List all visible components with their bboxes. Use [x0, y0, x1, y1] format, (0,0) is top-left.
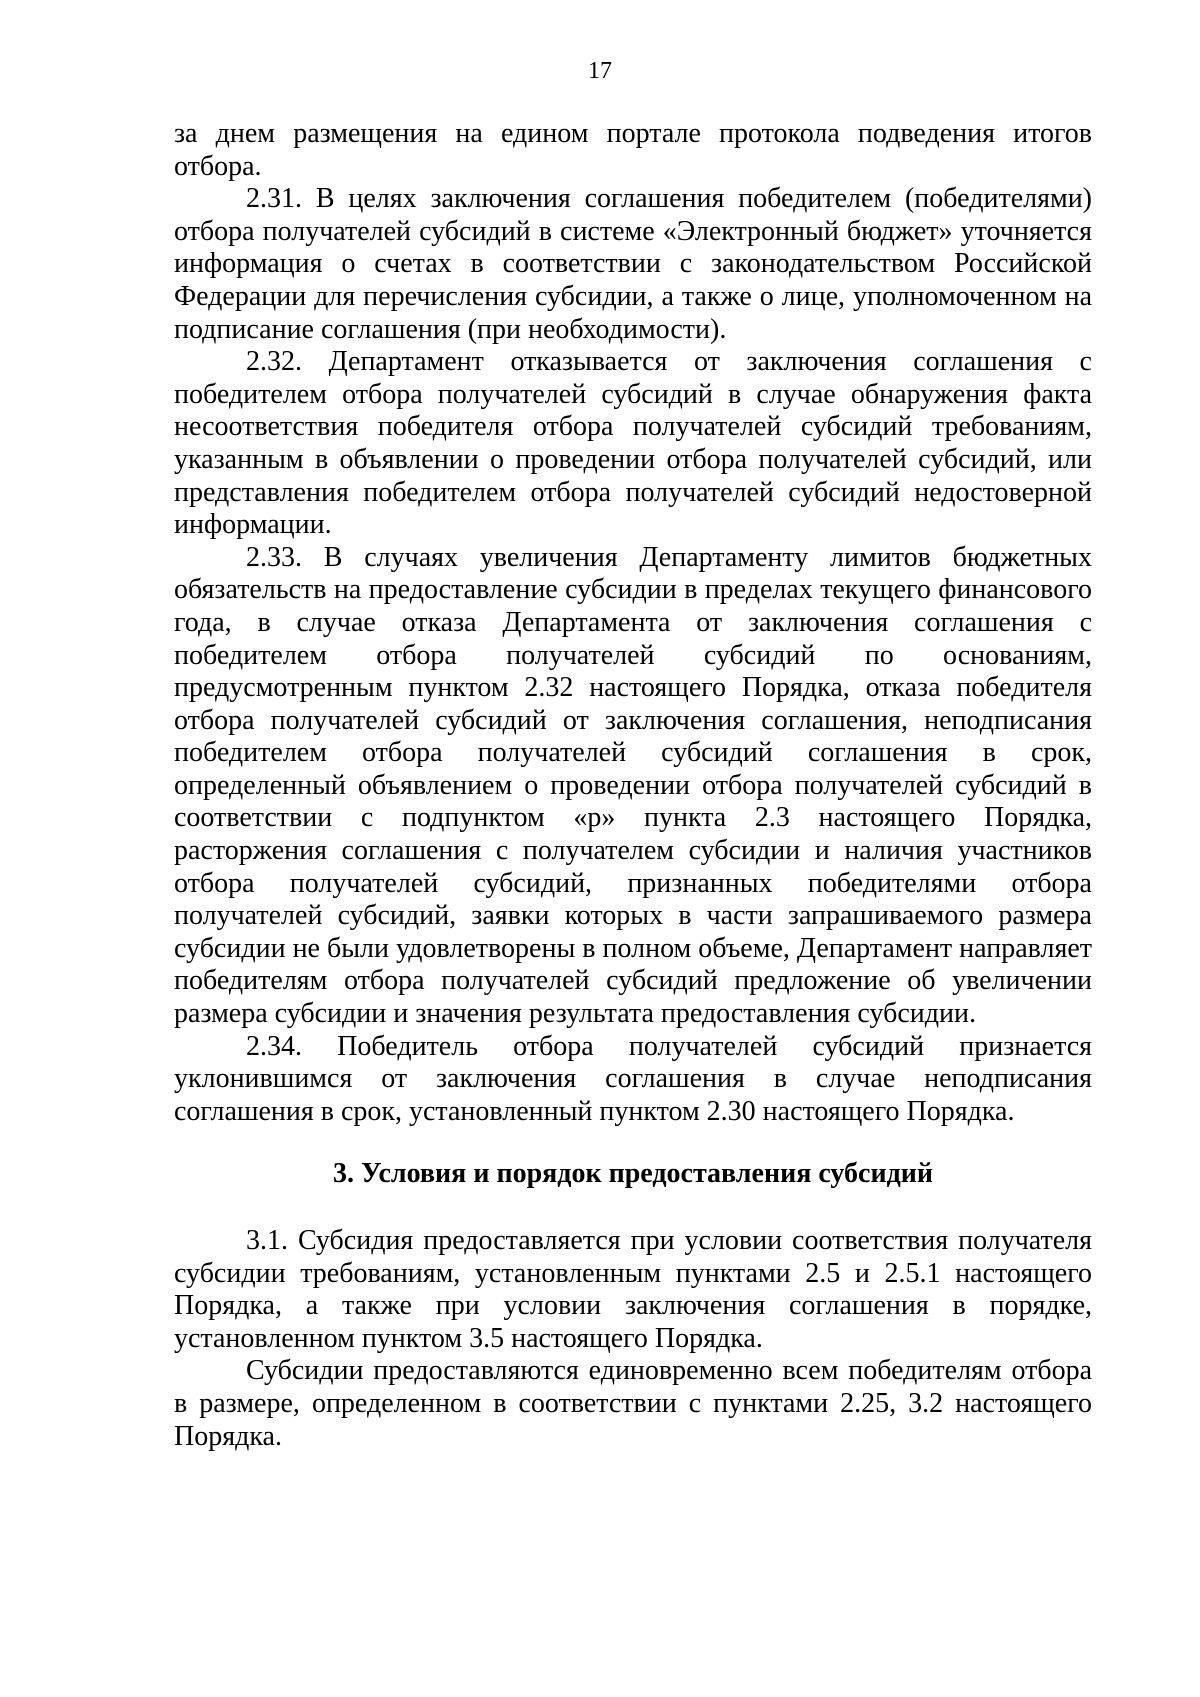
- paragraph-2-34: 2.34. Победитель отбора получателей субсидий признается уклонившимся от заключения соглашения в случае неподписания соглашения в срок, установленный пунктом 2.30 настоящего Порядка.: [174, 1030, 1092, 1127]
- page-number: 17: [588, 58, 612, 84]
- paragraph-3-1: 3.1. Субсидия предоставляется при условии соответствия получателя субсидии требованиям, установленным пунктами 2.5 и 2.5.1 настоящего Порядка, а также при условии заключения соглашения в порядке, установленном пунктом 3.5 настоящего Порядка.: [174, 1225, 1092, 1354]
- paragraph-2-32: 2.32. Департамент отказывается от заключения соглашения с победителем отбора получателей субсидий в случае обнаружения факта несоответствия победителя отбора получателей субсидий требованиям, указанным в объявлении о проведении отбора получателей субсидий, или представления победителем отбора получателей субсидий недостоверной информации.: [174, 346, 1092, 541]
- paragraph-2-31: 2.31. В целях заключения соглашения победителем (победителями) отбора получателей субсидий в системе «Электронный бюджет» уточняется информация о счетах в соответствии с законодательством Российской Федерации для перечисления субсидии, а также о лице, уполномоченном на подписание соглашения (при необходимости).: [174, 183, 1092, 345]
- document-body: [174, 118, 1092, 1453]
- paragraph-continuation: за днем размещения на едином портале протокола подведения итогов отбора.: [174, 118, 1092, 182]
- section-heading: 3. Условия и порядок предоставления субсидий: [332, 1158, 934, 1190]
- paragraph-2-33: 2.33. В случаях увеличения Департаменту лимитов бюджетных обязательств на предоставление субсидии в пределах текущего финансового года, в случае отказа Департамента от заключения соглашения с победителем отбора получателей субсидий по основаниям, предусмотренным пунктом 2.32 настоящего Порядка, отказа победителя отбора получателей субсидий от заключения соглашения, неподписания победителем отбора получателей субсидий соглашения в срок, определенный объявлением о проведении отбора получателей субсидий в соответствии с подпунктом «р» пункта 2.3 настоящего Порядка, расторжения соглашения с получателем субсидии и наличия участников отбора получателей субсидий, признанных победителями отбора получателей субсидий, заявки которых в части запрашиваемого размера субсидии не были удовлетворены в полном объеме, Департамент направляет победителям отбора получателей субсидий предложение об увеличении размера субсидии и значения результата предоставления субсидии.: [174, 541, 1092, 1030]
- paragraph-subsidies: Субсидии предоставляются единовременно всем победителям отбора в размере, определенном в соответствии с пунктами 2.25, 3.2 настоящего Порядка.: [174, 1355, 1092, 1452]
